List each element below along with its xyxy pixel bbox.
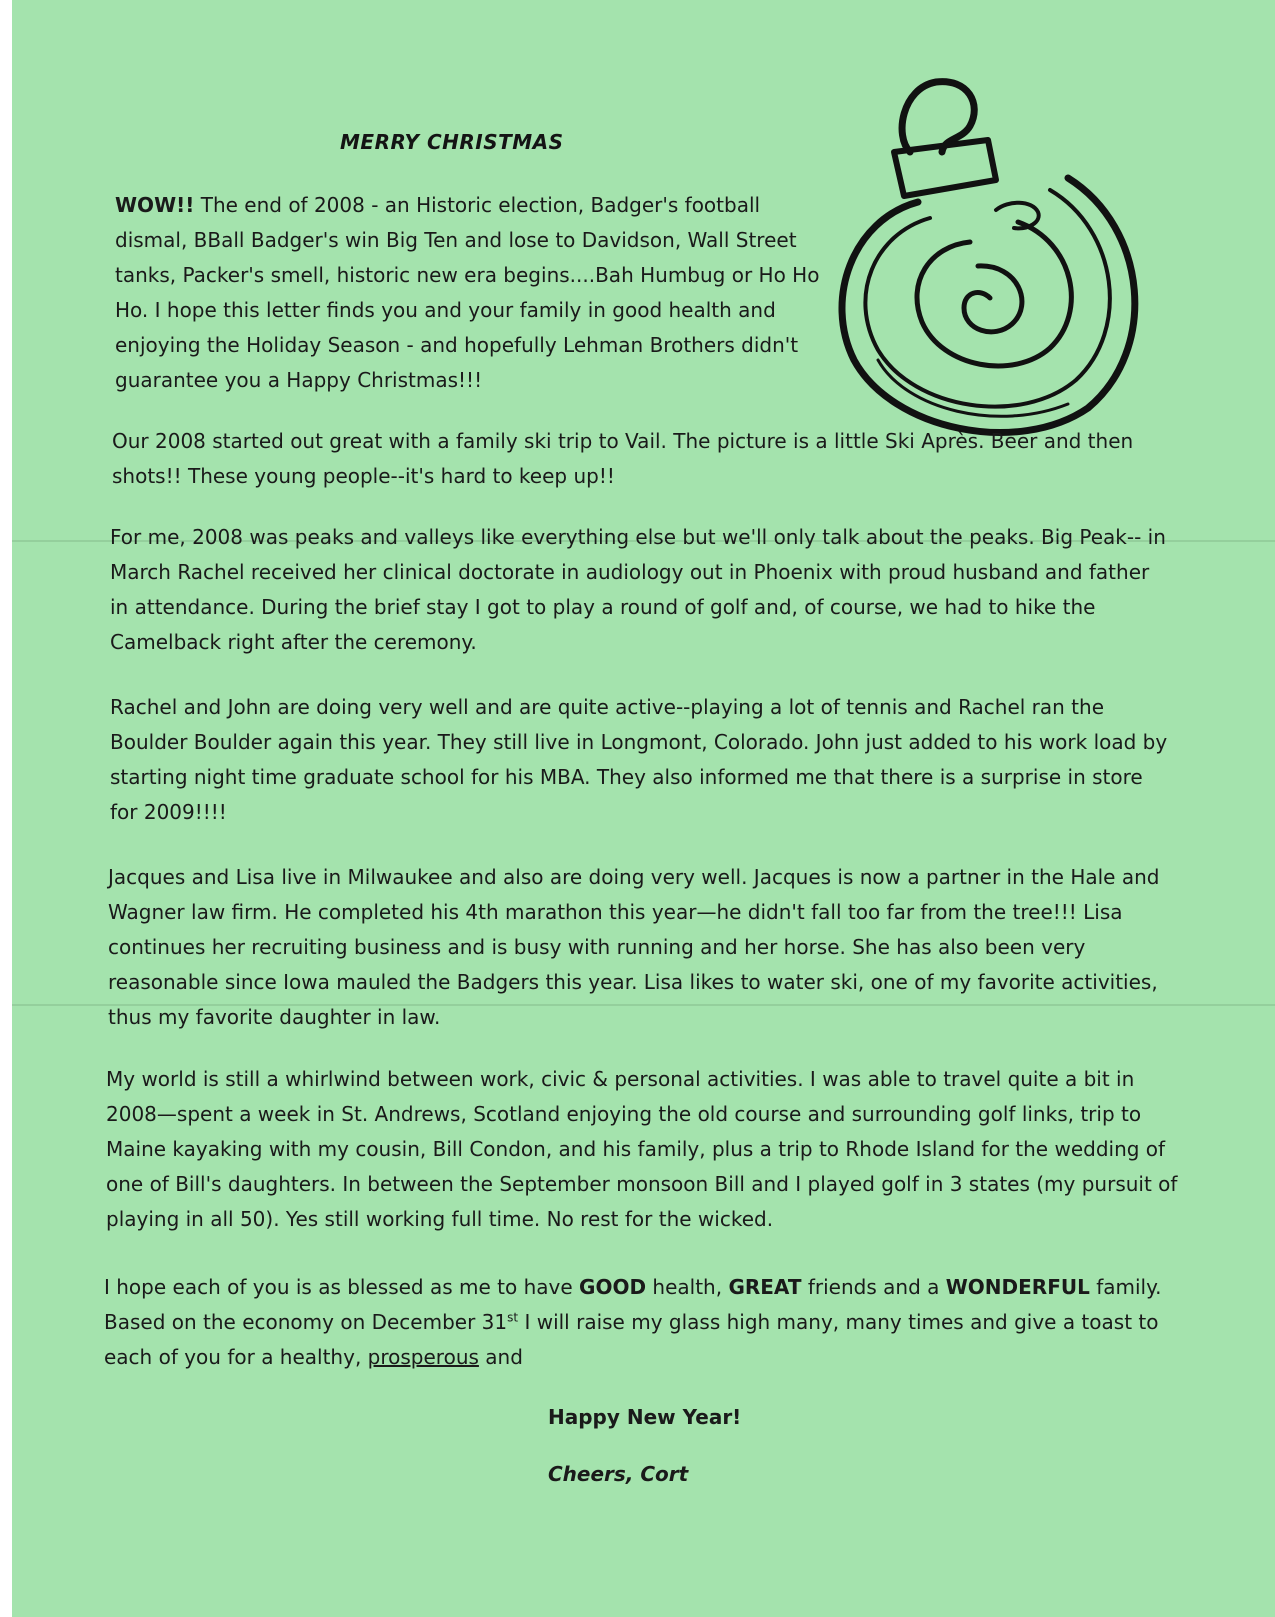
paragraph-toast [104, 1270, 1184, 1375]
toast-text-3: friends and a [801, 1275, 946, 1299]
paragraph-travel: My world is still a whirlwind between work, civic & personal activities. I was able to travel quite a bit in 2008—spent a week in St. Andrews, Scotland enjoying the old course and surrounding golf links, trip to Maine kayaking with my cousin, Bill Condon, and his family, plus a trip to Rhode Island for the wedding of one of Bill's daughters. In between the September monsoon Bill and I played golf in 3 states (my pursuit of playing in all 50). Yes still working full time. No rest for the wicked. [106, 1067, 1178, 1231]
intro-text: The end of 2008 - an Historic election, Badger's football dismal, BBall Badger's win Big Ten and lose to Davidson, Wall Street tanks, Packer's smell, historic new era begins....Bah Humbug or Ho Ho Ho. I hope this letter finds you and your family in good health and enjoying the Holiday Season - and hopefully Lehman Brothers didn't guarantee you a Happy Christmas!!! [115, 193, 820, 392]
emphasis-good: GOOD [579, 1275, 647, 1299]
paragraph-rachel-john: Rachel and John are doing very well and are quite active--playing a lot of tennis and Rachel ran the Boulder Boulder again this year. They still live in Longmont, Colorado. John just added to his work load by starting night time graduate school for his MBA. They also informed me that there is a surprise in store for 2009!!!! [110, 695, 1168, 824]
paragraph-peaks: For me, 2008 was peaks and valleys like everything else but we'll only talk about the peaks. Big Peak-- in March Rachel received her clinical doctorate in audiology out in Phoenix with proud husband and father in attendance. During the brief stay I got to play a round of golf and, of course, we had to hike the Camelback right after the ceremony. [110, 525, 1166, 654]
toast-text-2: health, [646, 1275, 729, 1299]
toast-text-4: family. Based on the economy on December 31 [104, 1275, 1162, 1334]
letter-title: MERRY CHRISTMAS [340, 130, 564, 154]
closing-greeting: Happy New Year! [548, 1405, 742, 1429]
toast-text-5: I will raise my glass high many, many times and give a toast to each of you for a healthy, [104, 1310, 1159, 1369]
toast-text-6: and [478, 1345, 523, 1369]
emphasis-wonderful: WONDERFUL [945, 1275, 1090, 1299]
toast-text-1: I hope each of you is as blessed as me to have [104, 1275, 580, 1299]
paragraph-ski-trip: Our 2008 started out great with a family ski trip to Vail. The picture is a little Ski Après. Beer and then shots!! These young people--it's hard to keep up!! [112, 429, 1134, 488]
underlined-word: prosperous [367, 1345, 479, 1369]
intro-lead: WOW!! [115, 193, 195, 217]
emphasis-great: GREAT [728, 1275, 802, 1299]
signature: Cheers, Cort [548, 1462, 689, 1486]
ordinal-suffix: st [507, 1310, 519, 1325]
paragraph-jacques-lisa: Jacques and Lisa live in Milwaukee and also are doing very well. Jacques is now a partner in the Hale and Wagner law firm. He completed his 4th marathon this year—he didn't fall too far from the tree!!! Lisa continues her recruiting business and is busy with running and her horse. She has also been very reasonable since Iowa mauled the Badgers this year. Lisa likes to water ski, one of my favorite activities, thus my favorite daughter in law. [108, 865, 1160, 1029]
christmas-ornament-icon [818, 60, 1148, 440]
paragraph-intro [115, 188, 835, 398]
